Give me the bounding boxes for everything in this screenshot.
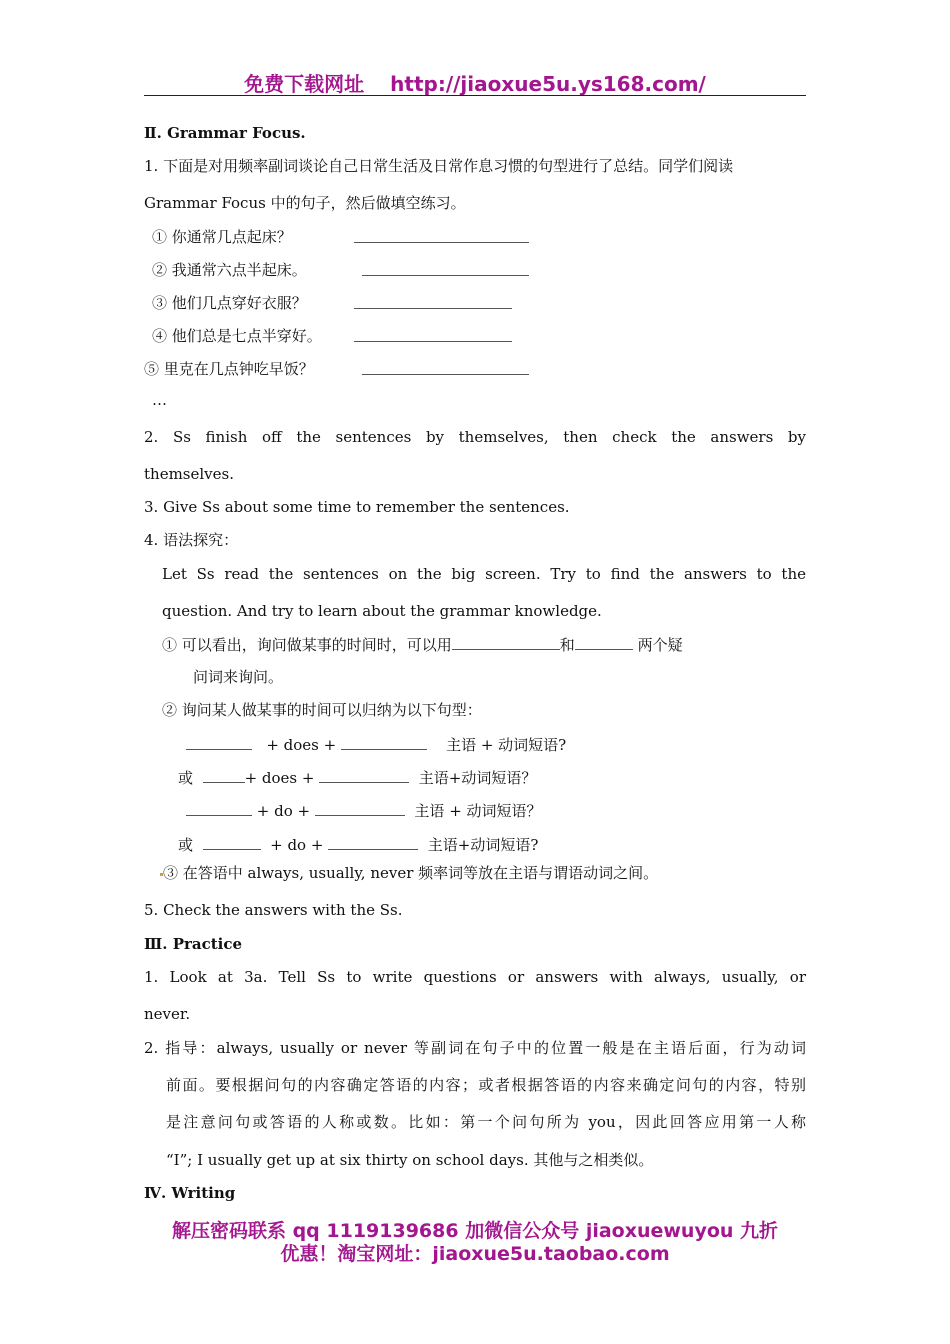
pattern-row-1 (186, 735, 566, 754)
pr-item2-line2: 前面。要根据问句的内容确定答语的内容；或者根据答语的内容来确定问句的内容，特别 (166, 1076, 806, 1094)
gf-sub1-text-b: 两个疑 (632, 636, 683, 654)
pattern-3-text-b: 主语 + 动词短语？ (414, 802, 542, 820)
section-heading-grammar-focus: Ⅱ. Grammar Focus. (144, 124, 306, 142)
pattern-2-blank-2[interactable] (319, 768, 409, 783)
gf-sub2: ② 询问某人做某事的时间可以归纳为以下句型： (162, 701, 482, 719)
pattern-row-4 (178, 835, 538, 854)
pattern-2-text-a: + does + (244, 769, 315, 787)
pattern-4-text-a: + do + (270, 836, 324, 854)
gf-blank-3-text: ③ 他们几点穿好衣服？ (152, 294, 307, 312)
header-title: 免费下载网址 (244, 72, 365, 96)
gf-blank-5 (144, 360, 314, 378)
gf-sub1-text-a: ① 可以看出，询问做某事的时间时，可以用 (162, 636, 452, 654)
gf-sub1-blank-1[interactable] (452, 635, 560, 650)
pattern-4-text-b: 主语+动词短语? (427, 836, 539, 854)
gf-item4: 4. 语法探究： (144, 531, 239, 549)
gf-blank-2-line[interactable] (362, 261, 529, 280)
footer-line-2: 优惠！淘宝网址：jiaoxue5u.taobao.com (280, 1243, 670, 1265)
pr-item2-line4: “I”; I usually get up at six thirty on school days. 其他与之相类似。 (166, 1151, 654, 1169)
gf-item3: 3. Give Ss about some time to remember the sentences. (144, 498, 570, 516)
gf-item2-line2: themselves. (144, 465, 234, 483)
footer-line-1: 解压密码联系 qq 1119139686 加微信公众号 jiaoxuewuyou 九折 (171, 1220, 779, 1242)
pattern-row-3 (186, 801, 542, 820)
gf-blank-1-line[interactable] (354, 228, 529, 247)
pattern-2-blank-1[interactable] (203, 768, 245, 783)
pattern-1-text-a: + does + (266, 736, 337, 754)
gf-item4-p1: Let Ss read the sentences on the big screen. Try to find the answers to the (162, 565, 806, 583)
gf-sub1-and: 和 (559, 636, 575, 654)
section-heading-practice: Ⅲ. Practice (144, 935, 243, 953)
gf-blank-2 (152, 261, 307, 279)
pr-item2-line3: 是注意问句或答语的人称或数。比如：第一个问句所为 you，因此回答应用第一人称 (166, 1113, 806, 1131)
pattern-1-blank-1[interactable] (186, 735, 252, 750)
pattern-4-blank-2[interactable] (328, 835, 418, 850)
pattern-1-text-b: 主语 + 动词短语? (446, 736, 567, 754)
pattern-4-or: 或 (178, 836, 194, 854)
pattern-4-blank-1[interactable] (203, 835, 261, 850)
gf-blank-4-line[interactable] (354, 327, 512, 346)
gf-sub1 (162, 635, 683, 654)
gf-item1-line2: Grammar Focus 中的句子，然后做填空练习。 (144, 194, 466, 212)
gf-sub1-cont: 问词来询问。 (193, 668, 284, 686)
gf-blank-3-line[interactable] (354, 294, 512, 313)
gf-sub1-blank-2[interactable] (575, 635, 633, 650)
gf-sub3 (158, 864, 658, 882)
pr-item2-line1: 2. 指导：always, usually or never 等副词在句子中的位置一般是在主语后面，行为动词 (144, 1039, 806, 1057)
pr-item1-line1: 1. Look at 3a. Tell Ss to write questions or answers with always, usually, or (144, 968, 806, 986)
gf-item4-p2: question. And try to learn about the grammar knowledge. (162, 602, 602, 620)
pattern-1-blank-2[interactable] (341, 735, 427, 750)
gf-item1-line1: 1. 下面是对用频率副词谈论自己日常生活及日常作息习惯的句型进行了总结。同学们阅读 (144, 157, 734, 175)
header-url-link[interactable]: http://jiaoxue5u.ys168.com/ (390, 72, 706, 96)
gf-blank-5-text: ⑤ 里克在几点钟吃早饭？ (144, 360, 314, 378)
pattern-3-blank-2[interactable] (315, 801, 405, 816)
pattern-2-text-b: 主语+动词短语？ (418, 769, 537, 787)
gf-item5: 5. Check the answers with the Ss. (144, 901, 403, 919)
pattern-3-text-a: + do + (256, 802, 311, 820)
pattern-3-blank-1[interactable] (186, 801, 252, 816)
gf-sub3-text: ③ 在答语中 always, usually, never 频率词等放在主语与谓语动词之间。 (163, 864, 659, 882)
gf-blank-5-line[interactable] (362, 360, 529, 379)
gf-blank-1 (152, 228, 292, 246)
header-divider (144, 95, 806, 96)
gf-blank-1-text: ① 你通常几点起床？ (152, 228, 292, 246)
section-heading-writing: Ⅳ. Writing (144, 1184, 236, 1202)
page-header (144, 68, 806, 97)
gf-blank-3 (152, 294, 307, 312)
pattern-2-or: 或 (178, 769, 194, 787)
pattern-row-2 (178, 768, 536, 787)
gf-blank-2-text: ② 我通常六点半起床。 (152, 261, 307, 279)
pr-item1-line2: never. (144, 1005, 191, 1023)
gf-blank-4 (152, 327, 322, 345)
gf-item2-line1: 2. Ss finish off the sentences by themselves, then check the answers by (144, 428, 806, 446)
gf-blank-4-text: ④ 他们总是七点半穿好。 (152, 327, 322, 345)
gf-ellipsis: … (152, 391, 167, 409)
